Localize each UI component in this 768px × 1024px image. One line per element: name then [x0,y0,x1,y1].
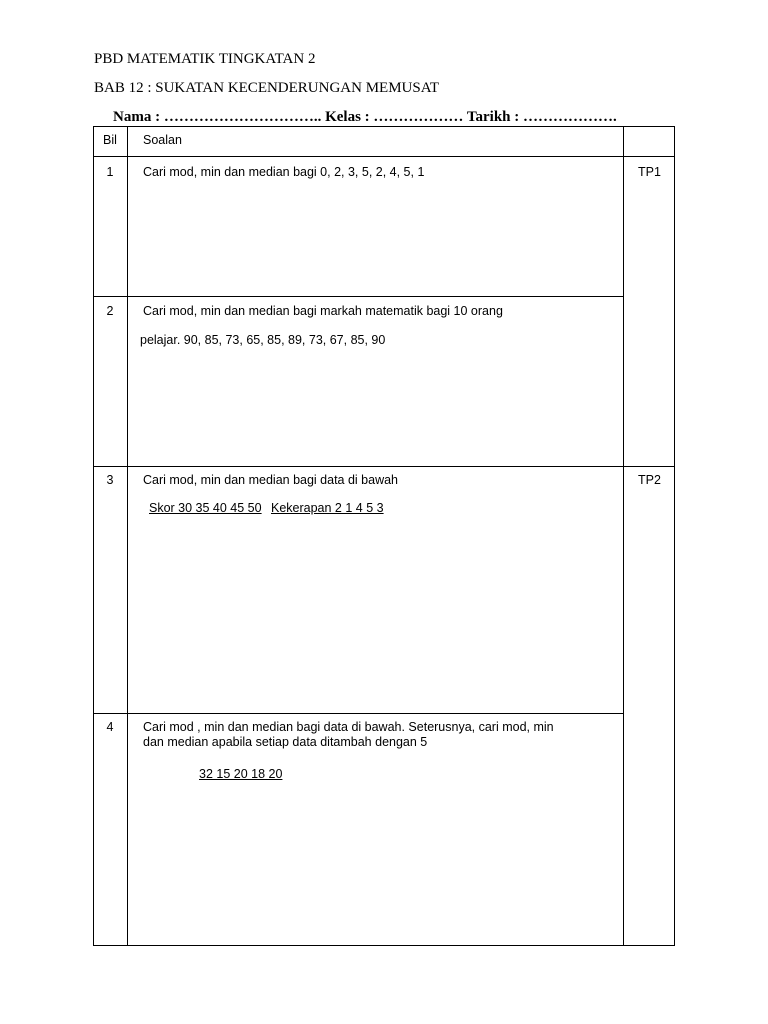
table-border-right [674,126,675,946]
table-border-bottom [93,945,675,946]
question-text: Cari mod, min dan median bagi markah matematik bagi 10 orang [143,304,503,318]
table-border-top [93,126,675,127]
table-border-left [93,126,94,946]
row-divider [93,466,675,467]
header-bil: Bil [103,133,117,147]
question-text: Cari mod, min dan median bagi 0, 2, 3, 5, 2, 4, 5, 1 [143,165,425,179]
skor-data: Skor 30 35 40 45 50 [149,501,262,515]
row-divider [93,713,624,714]
question-text-cont: dan median apabila setiap data ditambah dengan 5 [143,735,428,749]
tp-level-label: TP1 [638,165,661,179]
student-info-line: Nama : ………………………….. Kelas : ……………… Tarikh : ………………. [113,109,617,125]
page-title: PBD MATEMATIK TINGKATAN 2 [94,51,316,67]
chapter-title: BAB 12 : SUKATAN KECENDERUNGAN MEMUSAT [94,80,440,96]
question-number: 4 [106,720,114,734]
row-divider [93,296,624,297]
column-divider [127,126,128,946]
question-data: pelajar. 90, 85, 73, 65, 85, 89, 73, 67, 85, 90 [140,333,386,347]
question-number: 3 [106,473,114,487]
question-table [93,126,675,946]
tp-level-label: TP2 [638,473,661,487]
question-text: Cari mod, min dan median bagi data di bawah [143,473,399,487]
question-number: 2 [106,304,114,318]
question-text: Cari mod , min dan median bagi data di bawah. Seterusnya, cari mod, min [143,720,554,734]
kekerapan-data: Kekerapan 2 1 4 5 3 [271,501,384,515]
header-divider [93,156,675,157]
question-data: 32 15 20 18 20 [199,767,283,781]
question-number: 1 [106,165,114,179]
column-divider [623,126,624,946]
header-soalan: Soalan [143,133,182,147]
